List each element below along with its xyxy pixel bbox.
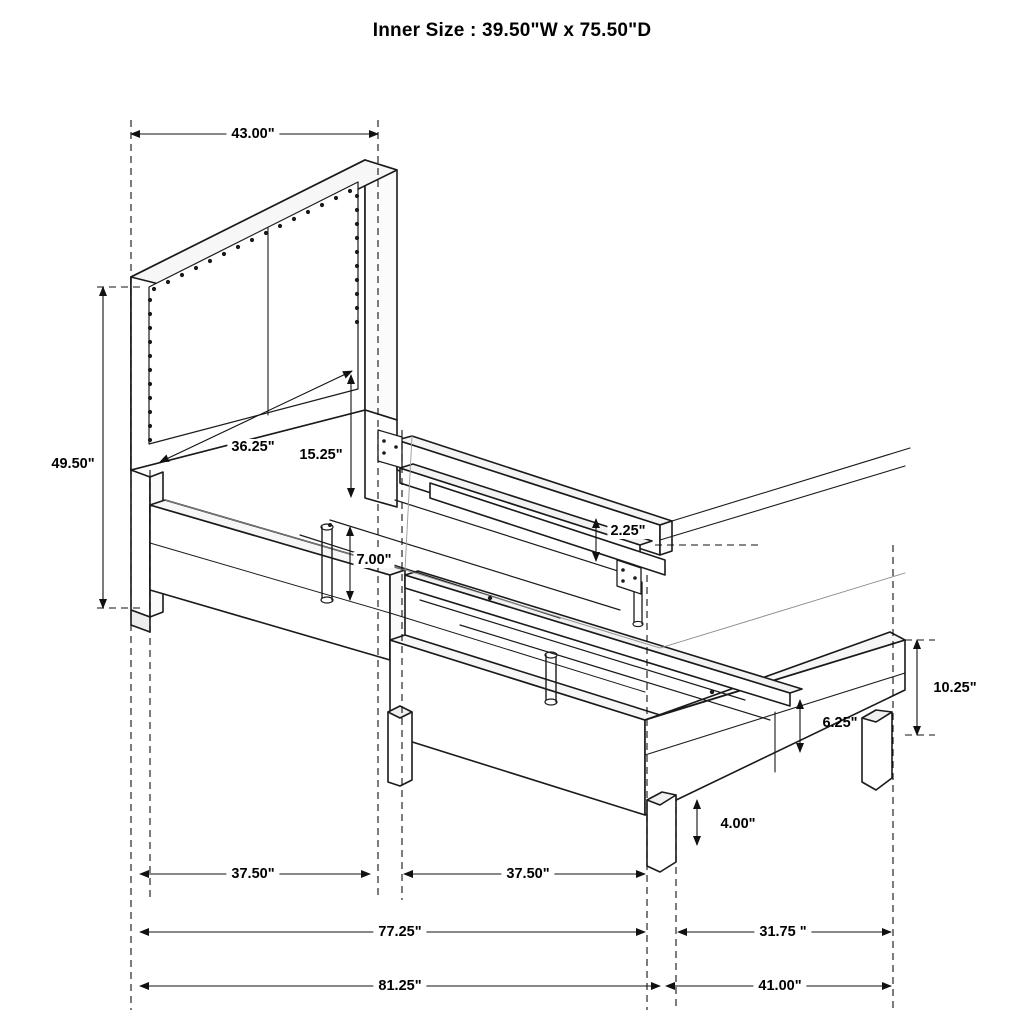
dimension-label-side-rail-height: 10.25" <box>933 680 977 696</box>
dimension-label-half-length-front: 37.50" <box>226 866 279 882</box>
dimension-label-rail-thickness: 2.25" <box>607 523 648 539</box>
dimension-label-headboard-width: 43.00" <box>226 126 279 142</box>
dimension-label-depth-side: 31.75 " <box>754 924 811 940</box>
page-title: Inner Size : 39.50"W x 75.50"D <box>372 20 652 41</box>
dimension-label-overall-height: 49.50" <box>51 456 95 472</box>
dimension-label-rail-to-headboard-top: 15.25" <box>296 447 345 463</box>
dimension-label-inner-length: 77.25" <box>373 924 426 940</box>
dimension-label-headboard-panel-height: 36.25" <box>227 439 278 455</box>
bed-illustration <box>131 160 910 872</box>
dimension-label-rail-face-height: 6.25" <box>822 715 858 731</box>
dimension-label-half-length-back: 37.50" <box>501 866 554 882</box>
dimension-label-leg-height: 4.00" <box>720 816 756 832</box>
dimension-label-overall-length: 81.25" <box>373 978 426 994</box>
dimension-label-slat-clearance: 7.00" <box>353 552 394 568</box>
dimension-label-overall-depth: 41.00" <box>753 978 806 994</box>
